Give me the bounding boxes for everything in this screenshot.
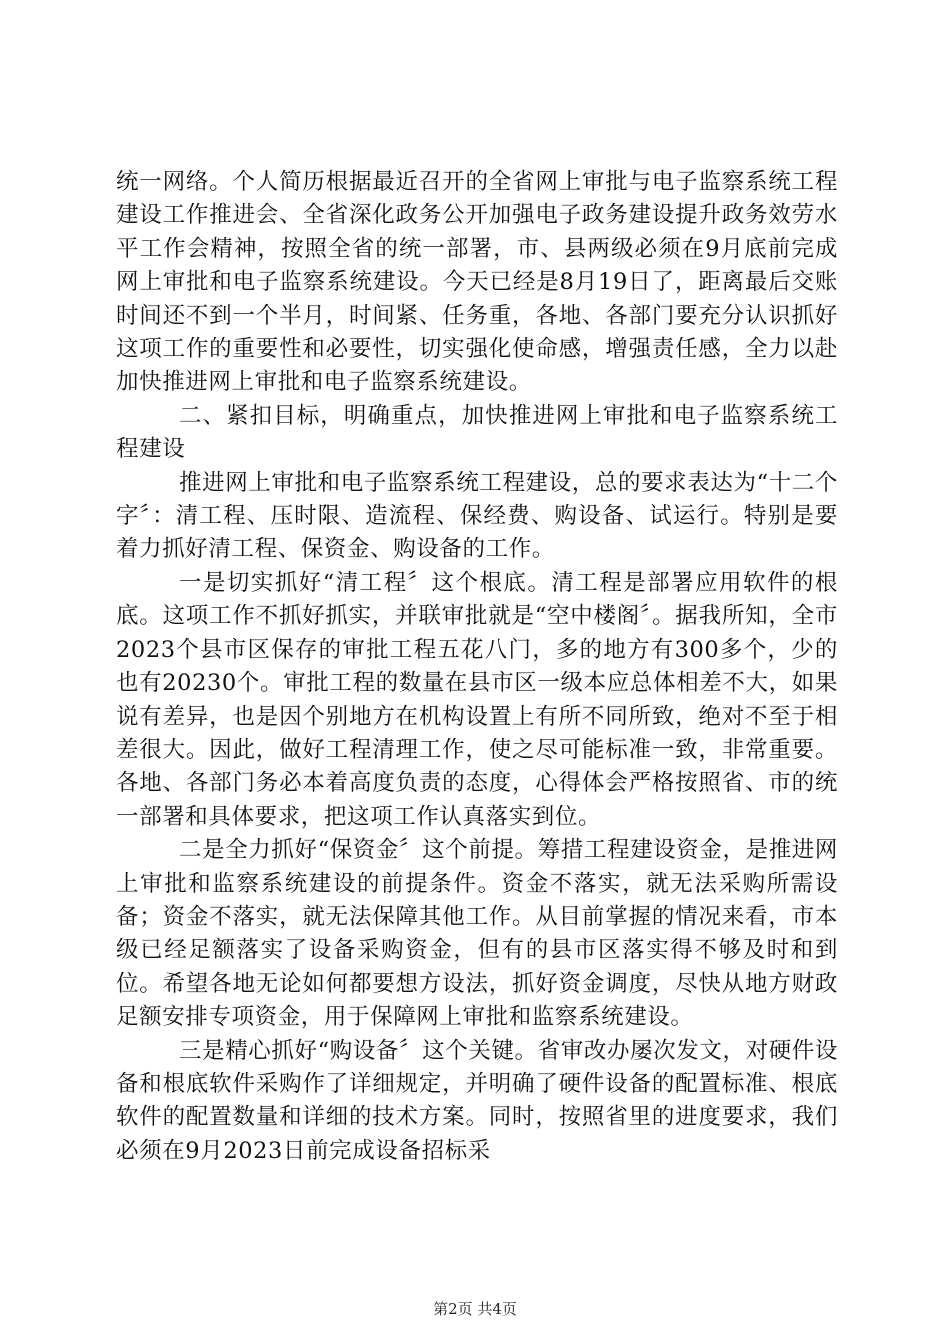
paragraph-6: 三是精心抓好“购设备〞这个关键。省审改办屡次发文，对硬件设备和根底软件采购作了详细规定，并明确了硬件设备的配置标准、根底软件的配置数量和详细的技术方案。同时，按照省里的进度要求，我们必须在9月2023日前完成设备招标采 xyxy=(116,1037,838,1164)
paragraph-1: 统一网络。个人简历根据最近召开的全省网上审批与电子监察系统工程建设工作推进会、全省深化政务公开加强电子政务建设提升政务效劳水平工作会精神，按照全省的统一部署，市、县两级必须在9月底前完成网上审批和电子监察系统建设。今天已经是8月19日了，距离最后交账时间还不到一个半月，时间紧、任务重，各地、各部门要充分认识抓好这项工作的重要性和必要性，切实强化使命感，增强责任感，全力以赴加快推进网上审批和电子监察系统建设。 xyxy=(116,169,838,396)
paragraph-4: 一是切实抓好“清工程〞这个根底。清工程是部署应用软件的根底。这项工作不抓好抓实，并联审批就是“空中楼阁〞。据我所知，全市2023个县市区保存的审批工程五花八门，多的地方有300多个，少的也有20230个。审批工程的数量在县市区一级本应总体相差不大，如果说有差异，也是因个别地方在机构设置上有所不同所致，绝对不至于相差很大。因此，做好工程清理工作，使之尽可能标准一致，非常重要。各地、各部门务必本着高度负责的态度，心得体会严格按照省、市的统一部署和具体要求，把这项工作认真落实到位。 xyxy=(116,569,838,830)
document-body xyxy=(116,166,838,1168)
page-footer: 第2页 共4页 xyxy=(433,1300,517,1318)
paragraph-5: 二是全力抓好“保资金〞这个前提。筹措工程建设资金，是推进网上审批和监察系统建设的前提条件。资金不落实，就无法采购所需设备；资金不落实，就无法保障其他工作。从目前掌握的情况来看，市本级已经足额落实了设备采购资金，但有的县市区落实得不够及时和到位。希望各地无论如何都要想方设法，抓好资金调度，尽快从地方财政足额安排专项资金，用于保障网上审批和监察系统建设。 xyxy=(116,837,838,1031)
paragraph-3: 推进网上审批和电子监察系统工程建设，总的要求表达为“十二个字〞：清工程、压时限、造流程、保经费、购设备、试运行。特别是要着力抓好清工程、保资金、购设备的工作。 xyxy=(116,469,838,563)
paragraph-2-heading: 二、紧扣目标，明确重点，加快推进网上审批和电子监察系统工程建设 xyxy=(116,402,838,463)
